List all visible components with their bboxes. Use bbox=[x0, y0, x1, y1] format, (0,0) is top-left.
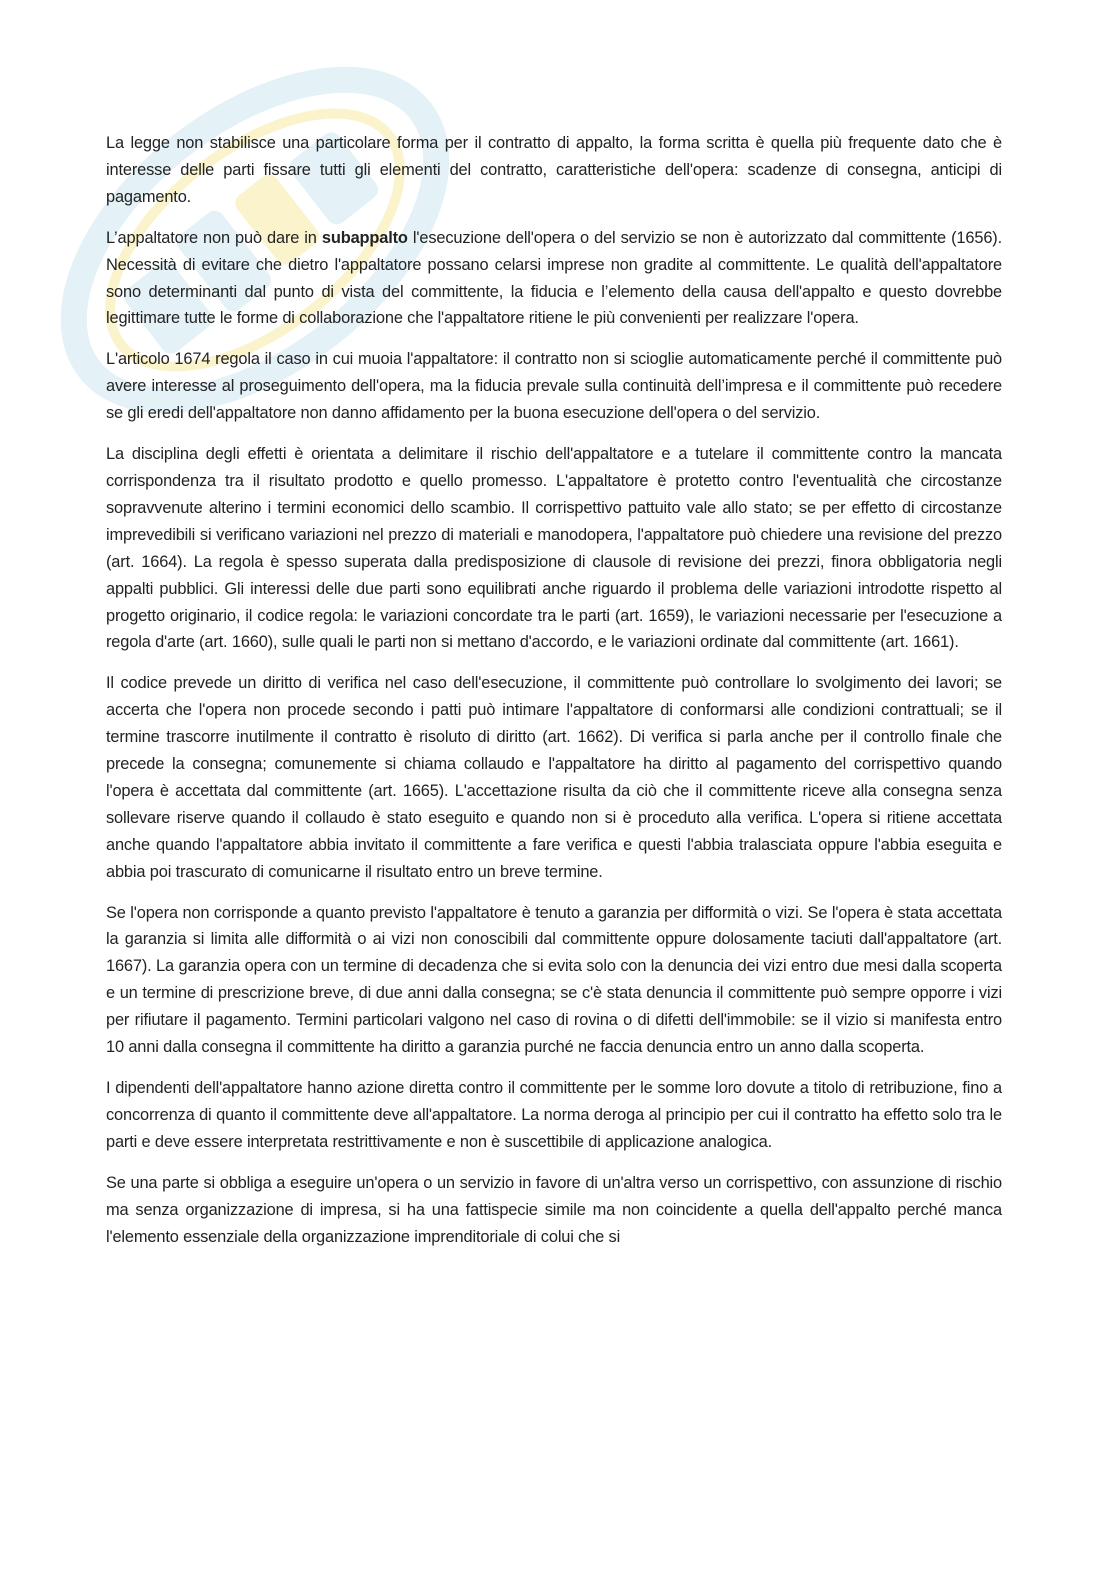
paragraph-garanzia: Se l'opera non corrisponde a quanto previsto l'appaltatore è tenuto a garanzia per difformità o vizi. Se l'opera è stata accettata la garanzia si limita alle difformità o ai vizi non conoscibili dal committente oppure dolosamente taciuti dall'appaltatore (art. 1667). La garanzia opera con un termine di decadenza che si evita solo con la denuncia dei vizi entro due mesi dalla scoperta e un termine di prescrizione breve, di due anni dalla consegna; se c'è stata denuncia il committente può sempre opporre i vizi per rifiutare il pagamento. Termini particolari valgono nel caso di rovina o di difetti dell'immobile: se il vizio si manifesta entro 10 anni dalla consegna il committente ha diritto a garanzia purché ne faccia denuncia entro un anno dalla scoperta. bbox=[106, 903, 1002, 1057]
paragraph-subappalto-start: L’appaltatore non può dare in bbox=[106, 228, 322, 247]
paragraph-subappalto bbox=[106, 225, 1002, 333]
document-body bbox=[106, 130, 1002, 1264]
paragraph-diritto-verifica: Il codice prevede un diritto di verifica nel caso dell'esecuzione, il committente può controllare lo svolgimento dei lavori; se accerta che l'opera non procede secondo i patti può intimare l'appaltatore di conformarsi alle condizioni contrattuali; se il termine trascorre inutilmente il contratto è risoluto di diritto (art. 1662). Di verifica si parla anche per il controllo finale che precede la consegna; comunemente si chiama collaudo e l'appaltatore ha diritto al pagamento del corrispettivo quando l'opera è accettata dal committente (art. 1665). L'accettazione risulta da ciò che il committente riceve alla consegna senza sollevare riserve quando il collaudo è stato eseguito e quando non si è proceduto alla verifica. L'opera si ritiene accettata anche quando l'appaltatore abbia invitato il committente a fare verifica e questi l'abbia tralasciata oppure l'abbia eseguita e abbia poi trascurato di comunicarne il risultato entro un breve termine. bbox=[106, 674, 1002, 881]
paragraph-fattispecie-simile: Se una parte si obbliga a eseguire un'opera o un servizio in favore di un'altra verso un corrispettivo, con assunzione di rischio ma senza organizzazione di impresa, si ha una fattispecie simile ma non coincidente a quella dell'appalto perché manca l'elemento essenziale della organizzazione imprenditoriale di colui che si bbox=[106, 1173, 1002, 1246]
paragraph-morte-appaltatore: L'articolo 1674 regola il caso in cui muoia l'appaltatore: il contratto non si scioglie automaticamente perché il committente può avere interesse al proseguimento dell'opera, ma la fiducia prevale sulla continuità dell’impresa e il committente può recedere se gli eredi dell'appaltatore non danno affidamento per la buona esecuzione dell'opera o del servizio. bbox=[106, 350, 1002, 423]
paragraph-subappalto-end: l'esecuzione dell'opera o del servizio se non è autorizzato dal committente (1656). Necessità di evitare che dietro l'appaltatore possano celarsi imprese non gradite al committente. Le qualità dell'appaltatore sono determinanti dal punto di vista del committente, la fiducia e l’elemento della causa dell'appalto e questo dovrebbe legittimare tutte le forme di collaborazione che l'appaltatore ritiene le più convenienti per realizzare l'opera. bbox=[106, 228, 1002, 328]
paragraph-dipendenti: I dipendenti dell'appaltatore hanno azione diretta contro il committente per le somme loro dovute a titolo di retribuzione, fino a concorrenza di quanto il committente deve all'appaltatore. La norma deroga al principio per cui il contratto ha effetto solo tra le parti e deve essere interpretata restrittivamente e non è suscettibile di applicazione analogica. bbox=[106, 1079, 1002, 1151]
paragraph-forma-contratto: La legge non stabilisce una particolare forma per il contratto di appalto, la forma scritta è quella più frequente dato che è interesse delle parti fissare tutti gli elementi del contratto, caratteristiche dell'opera: scadenze di consegna, anticipi di pagamento. bbox=[106, 134, 1002, 206]
subappalto-term: subappalto bbox=[321, 228, 408, 247]
paragraph-disciplina-effetti: La disciplina degli effetti è orientata a delimitare il rischio dell'appaltatore e a tutelare il committente contro la mancata corrispondenza tra il risultato prodotto e quello promesso. L'appaltatore è protetto contro l'eventualità che circostanze sopravvenute alterino i termini economici dello scambio. Il corrispettivo pattuito vale allo stato; se per effetto di circostanze imprevedibili si verificano variazioni nel prezzo di materiali e manodopera, l'appaltatore può chiedere una revisione del prezzo (art. 1664). La regola è spesso superata dalla predisposizione di clausole di revisione dei prezzi, finora obbligatoria negli appalti pubblici. Gli interessi delle due parti sono equilibrati anche riguardo il problema delle variazioni introdotte rispetto al progetto originario, il codice regola: le variazioni concordate tra le parti (art. 1659), le variazioni necessarie per l'esecuzione a regola d'arte (art. 1660), sulle quali le parti non si mettano d'accordo, e le variazioni ordinate dal committente (art. 1661). bbox=[106, 445, 1002, 652]
